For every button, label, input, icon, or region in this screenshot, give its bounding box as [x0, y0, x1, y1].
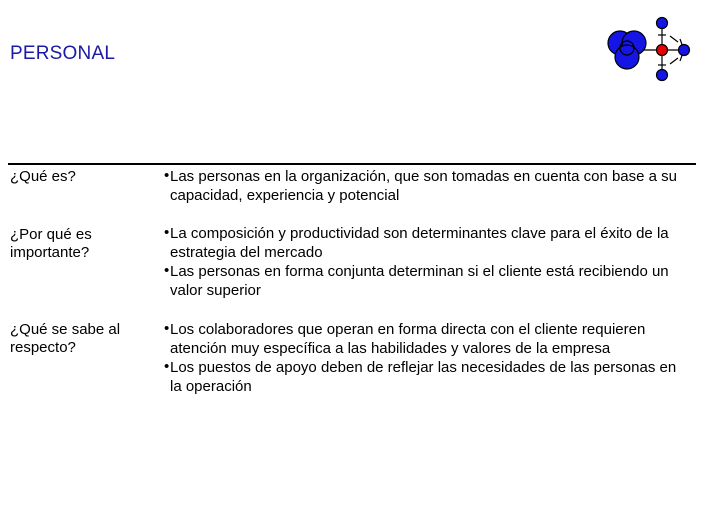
- logo-link-line: [670, 36, 678, 42]
- logo-link-line: [670, 58, 678, 64]
- question-what-known: ¿Qué se sabe al respecto?: [10, 321, 121, 356]
- question-what-is: ¿Qué es?: [10, 168, 76, 185]
- question-why-important: ¿Por qué es importante?: [10, 226, 92, 261]
- bullet-icon: •: [164, 167, 170, 184]
- logo-node-circle: [615, 45, 639, 69]
- bullet-text: Las personas en la organización, que son tomadas en cuenta con base a su capacidad, experiencia y potencial: [170, 168, 678, 204]
- bullet-text: Los colaboradores que operan en forma directa con el cliente requieren atención muy específica a las habilidades y valores de la empresa: [170, 321, 646, 357]
- logo-node-circle: [657, 18, 668, 29]
- answer-what-known: [164, 320, 692, 396]
- list-item: [164, 358, 692, 396]
- list-item: [164, 262, 692, 300]
- header-divider: [8, 163, 696, 165]
- bullet-text: Los puestos de apoyo deben de reflejar las necesidades de las personas en la operación: [170, 359, 677, 395]
- bullet-icon: •: [164, 224, 170, 241]
- bullet-icon: •: [164, 320, 170, 337]
- answer-why-important: [164, 224, 692, 300]
- bullet-text: Las personas en forma conjunta determinan si el cliente está recibiendo un valor superior: [170, 263, 669, 299]
- bullet-icon: •: [164, 262, 170, 279]
- network-circles-logo-icon: [600, 15, 700, 85]
- logo-node-circle: [679, 45, 690, 56]
- bullet-text: La composición y productividad son determinantes clave para el éxito de la estrategia del mercado: [170, 225, 669, 261]
- answer-what-is: [164, 167, 692, 205]
- logo-center-circle: [657, 45, 668, 56]
- logo-node-circle: [657, 70, 668, 81]
- page-title: PERSONAL: [10, 43, 116, 64]
- list-item: [164, 167, 692, 205]
- list-item: [164, 224, 692, 262]
- bullet-icon: •: [164, 358, 170, 375]
- list-item: [164, 320, 692, 358]
